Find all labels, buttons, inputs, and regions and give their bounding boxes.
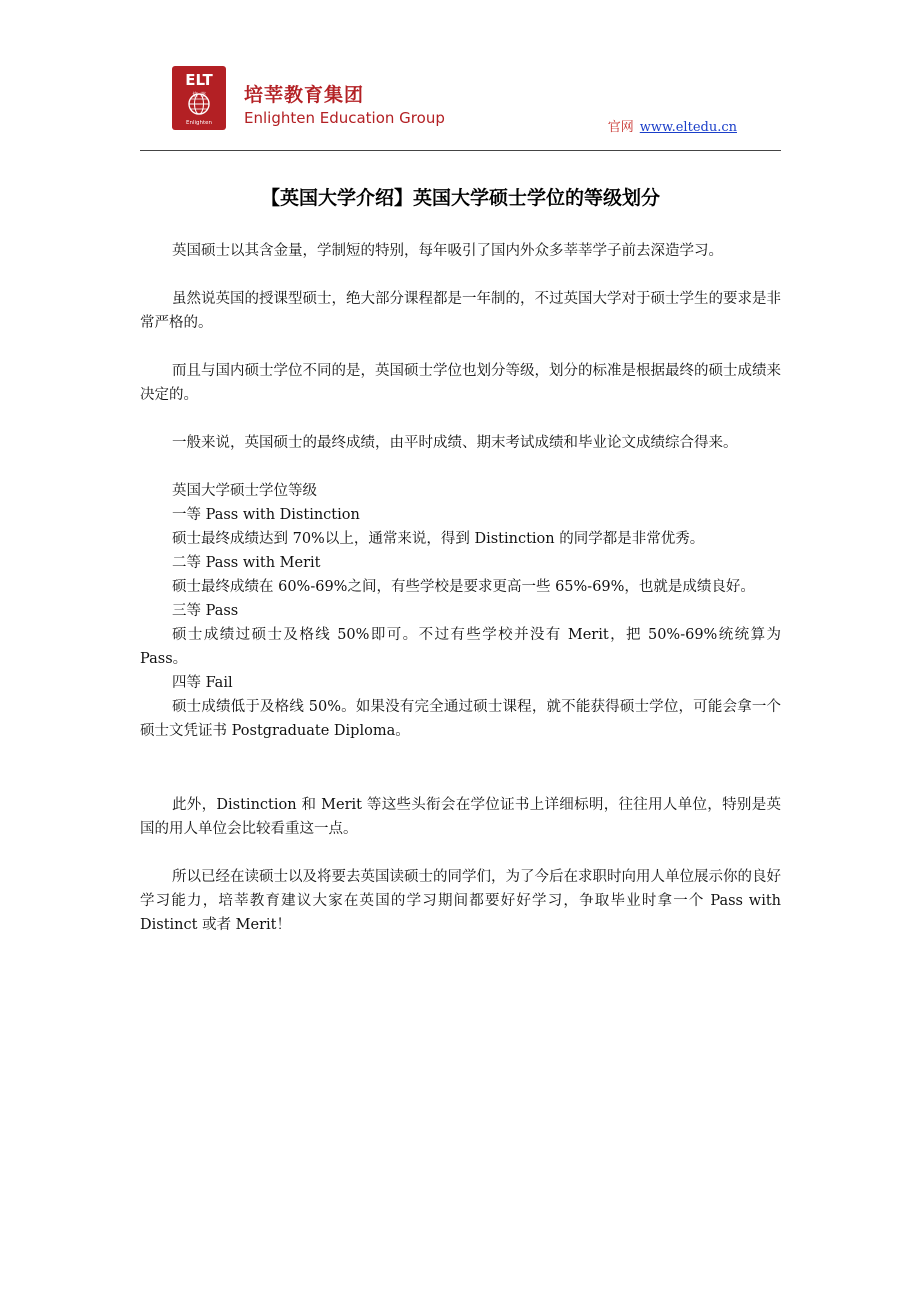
logo-tag: Enlighten [185, 120, 213, 126]
paragraph: 所以已经在读硕士以及将要去英国读硕士的同学们，为了今后在求职时向用人单位展示你的良好学习能力，培莘教育建议大家在英国的学习期间都要好好学习，争取毕业时拿一个 Pass with Distinct 或者 Merit！ [140, 869, 781, 933]
brand-name-en: Enlighten Education Group [244, 109, 445, 127]
grade-description: 硕士最终成绩在 60%-69%之间，有些学校是要求更高一些 65%-69%，也就是成绩良好。 [172, 579, 755, 595]
grade-list [140, 479, 781, 743]
paragraph: 而且与国内硕士学位不同的是，英国硕士学位也划分等级，划分的标准是根据最终的硕士成绩来决定的。 [140, 363, 781, 403]
grade-name: 二等 Pass with Merit [172, 555, 321, 571]
paragraph: 一般来说，英国硕士的最终成绩，由平时成绩、期末考试成绩和毕业论文成绩综合得来。 [172, 435, 738, 451]
elt-logo-icon [172, 66, 226, 130]
article-title: 【英国大学介绍】英国大学硕士学位的等级划分 [260, 187, 660, 209]
paragraph: 虽然说英国的授课型硕士，绝大部分课程都是一年制的，不过英国大学对于硕士学生的要求是非常严格的。 [140, 291, 781, 331]
logo-mark: ELT [185, 71, 213, 89]
site-label: 官网 [607, 120, 634, 135]
grade-description: 硕士最终成绩达到 70%以上，通常来说，得到 Distinction 的同学都是非常优秀。 [172, 531, 705, 547]
grade-description: 硕士成绩低于及格线 50%。如果没有完全通过硕士课程，就不能获得硕士学位，可能会拿一个硕士文凭证书 Postgraduate Diploma。 [140, 699, 781, 739]
grade-name: 四等 Fail [172, 675, 233, 691]
official-site [608, 116, 737, 135]
grade-list-heading: 英国大学硕士学位等级 [172, 483, 317, 499]
header-divider [140, 150, 781, 151]
brand-name-cn: 培莘教育集团 [244, 84, 365, 106]
paragraph: 英国硕士以其含金量，学制短的特别，每年吸引了国内外众多莘莘学子前去深造学习。 [172, 243, 723, 259]
brand-block [244, 84, 445, 128]
grade-description: 硕士成绩过硕士及格线 50%即可。不过有些学校并没有 Merit，把 50%-69%统统算为 Pass。 [140, 627, 781, 667]
site-url-link[interactable]: www.eltedu.cn [639, 120, 737, 135]
paragraph: 此外，Distinction 和 Merit 等这些头衔会在学位证书上详细标明，往往用人单位，特别是英国的用人单位会比较看重这一点。 [140, 797, 781, 837]
logo-sub: 培 莘 [192, 92, 206, 99]
page-header [140, 60, 780, 140]
grade-name: 一等 Pass with Distinction [172, 507, 360, 523]
article-body [140, 183, 781, 961]
grade-name: 三等 Pass [172, 603, 239, 619]
